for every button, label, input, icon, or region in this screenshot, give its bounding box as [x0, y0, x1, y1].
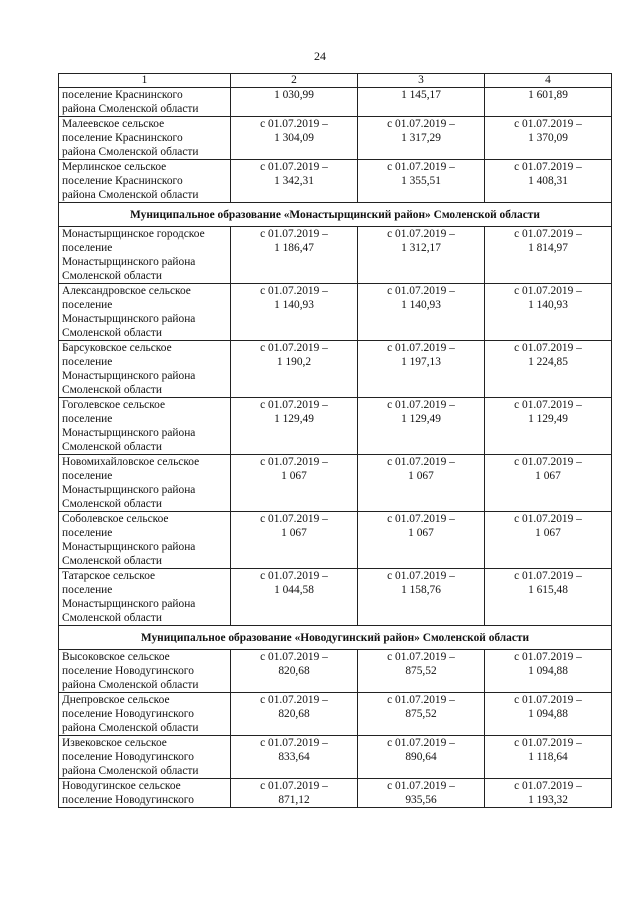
cell-line: 1 342,31 — [274, 175, 314, 187]
cell-line: Смоленской области — [62, 384, 162, 396]
cell-line: 1 615,48 — [528, 584, 568, 596]
cell-line: с 01.07.2019 – — [387, 161, 455, 173]
cell-line: Днепровское сельское — [62, 694, 170, 706]
value-cell-2 — [231, 398, 358, 455]
cell-line: с 01.07.2019 – — [514, 399, 582, 411]
value-cell-4 — [485, 341, 612, 398]
cell-line: Монастырщинского района — [62, 541, 196, 553]
cell-line: Гоголевское сельское — [62, 399, 166, 411]
cell-line: 1 312,17 — [401, 242, 441, 254]
value-cell-4 — [485, 512, 612, 569]
cell-line: поселение — [62, 527, 113, 539]
value-cell-3 — [358, 650, 485, 693]
value-cell-2 — [231, 455, 358, 512]
cell-line: Малеевское сельское — [62, 118, 165, 130]
cell-line: с 01.07.2019 – — [514, 285, 582, 297]
cell-line: 1 067 — [408, 527, 434, 539]
section-title: Муниципальное образование «Монастырщинский район» Смоленской области — [59, 203, 612, 227]
table-row — [59, 512, 612, 569]
cell-line: поселение Краснинского — [62, 89, 183, 101]
cell-line: Соболевское сельское — [62, 513, 169, 525]
cell-line: с 01.07.2019 – — [514, 118, 582, 130]
cell-line: Смоленской области — [62, 498, 162, 510]
settlement-name-cell — [59, 398, 231, 455]
cell-line: района Смоленской области — [62, 189, 199, 201]
cell-line: с 01.07.2019 – — [387, 513, 455, 525]
cell-line: Новомихайловское сельское — [62, 456, 200, 468]
column-header-4: 4 — [485, 74, 612, 88]
cell-line: 1 094,88 — [528, 708, 568, 720]
value-cell-4 — [485, 569, 612, 626]
table-row — [59, 398, 612, 455]
cell-line: 1 158,76 — [401, 584, 441, 596]
cell-line: поселение Новодугинского — [62, 794, 194, 806]
table-row — [59, 284, 612, 341]
cell-line: Смоленской области — [62, 555, 162, 567]
cell-line: 1 304,09 — [274, 132, 314, 144]
cell-line: поселение Новодугинского — [62, 751, 194, 763]
table-row — [59, 736, 612, 779]
cell-line: с 01.07.2019 – — [387, 570, 455, 582]
cell-line: 1 814,97 — [528, 242, 568, 254]
cell-line: Монастырщинского района — [62, 484, 196, 496]
cell-line: района Смоленской области — [62, 765, 199, 777]
cell-line: с 01.07.2019 – — [514, 737, 582, 749]
value-cell-3 — [358, 160, 485, 203]
cell-line: с 01.07.2019 – — [387, 228, 455, 240]
section-row — [59, 203, 612, 227]
value-cell-2 — [231, 512, 358, 569]
cell-line: 1 197,13 — [401, 356, 441, 368]
cell-line: поселение Новодугинского — [62, 665, 194, 677]
value-cell-3 — [358, 398, 485, 455]
cell-line: Смоленской области — [62, 441, 162, 453]
value-cell-4 — [485, 779, 612, 808]
value-cell-2 — [231, 227, 358, 284]
cell-line: Смоленской области — [62, 327, 162, 339]
cell-line: с 01.07.2019 – — [387, 651, 455, 663]
cell-line: 1 067 — [408, 470, 434, 482]
settlement-name-cell — [59, 160, 231, 203]
value-cell-3 — [358, 693, 485, 736]
table-row — [59, 650, 612, 693]
value-cell-2 — [231, 779, 358, 808]
settlement-name-cell — [59, 512, 231, 569]
cell-line: с 01.07.2019 – — [514, 161, 582, 173]
cell-line: с 01.07.2019 – — [260, 285, 328, 297]
cell-line: Мерлинское сельское — [62, 161, 167, 173]
cell-line: Александровское сельское — [62, 285, 191, 297]
value-cell-3 — [358, 341, 485, 398]
cell-line: 820,68 — [278, 665, 310, 677]
tariff-table — [58, 73, 612, 808]
cell-line: с 01.07.2019 – — [260, 118, 328, 130]
value-cell-3 — [358, 512, 485, 569]
cell-line: поселение — [62, 413, 113, 425]
value-cell-2 — [231, 736, 358, 779]
cell-line: 1 140,93 — [274, 299, 314, 311]
cell-line: с 01.07.2019 – — [514, 513, 582, 525]
value-cell-3 — [358, 569, 485, 626]
settlement-name-cell — [59, 779, 231, 808]
value-cell-2 — [231, 88, 358, 117]
cell-line: 820,68 — [278, 708, 310, 720]
cell-line: с 01.07.2019 – — [387, 456, 455, 468]
value-cell-4 — [485, 650, 612, 693]
cell-line: Монастырщинского района — [62, 313, 196, 325]
cell-line: поселение — [62, 356, 113, 368]
cell-line: с 01.07.2019 – — [514, 228, 582, 240]
cell-line: поселение Краснинского — [62, 132, 183, 144]
table-row — [59, 455, 612, 512]
cell-line: с 01.07.2019 – — [260, 694, 328, 706]
value-cell-2 — [231, 650, 358, 693]
column-header-1: 1 — [59, 74, 231, 88]
cell-line: с 01.07.2019 – — [387, 342, 455, 354]
cell-line: с 01.07.2019 – — [260, 513, 328, 525]
cell-line: поселение Краснинского — [62, 175, 183, 187]
cell-line: с 01.07.2019 – — [514, 456, 582, 468]
cell-line: с 01.07.2019 – — [387, 780, 455, 792]
settlement-name-cell — [59, 650, 231, 693]
value-cell-2 — [231, 341, 358, 398]
value-cell-4 — [485, 398, 612, 455]
value-cell-2 — [231, 117, 358, 160]
page-number: 24 — [314, 49, 326, 63]
cell-line: 871,12 — [278, 794, 310, 806]
cell-line: с 01.07.2019 – — [387, 694, 455, 706]
value-cell-3 — [358, 736, 485, 779]
cell-line: 1 601,89 — [528, 89, 568, 101]
cell-line: 1 145,17 — [401, 89, 441, 101]
cell-line: с 01.07.2019 – — [260, 342, 328, 354]
table-row — [59, 227, 612, 284]
cell-line: поселение — [62, 584, 113, 596]
cell-line: с 01.07.2019 – — [387, 118, 455, 130]
cell-line: района Смоленской области — [62, 146, 199, 158]
cell-line: поселение Новодугинского — [62, 708, 194, 720]
settlement-name-cell — [59, 88, 231, 117]
cell-line: с 01.07.2019 – — [260, 651, 328, 663]
settlement-name-cell — [59, 117, 231, 160]
table-row — [59, 160, 612, 203]
value-cell-4 — [485, 693, 612, 736]
cell-line: 1 044,58 — [274, 584, 314, 596]
cell-line: 1 129,49 — [401, 413, 441, 425]
cell-line: с 01.07.2019 – — [260, 228, 328, 240]
table-row — [59, 88, 612, 117]
cell-line: 1 140,93 — [401, 299, 441, 311]
value-cell-2 — [231, 284, 358, 341]
cell-line: с 01.07.2019 – — [260, 737, 328, 749]
cell-line: с 01.07.2019 – — [387, 399, 455, 411]
cell-line: района Смоленской области — [62, 103, 199, 115]
cell-line: 1 355,51 — [401, 175, 441, 187]
cell-line: 1 186,47 — [274, 242, 314, 254]
cell-line: с 01.07.2019 – — [514, 570, 582, 582]
cell-line: с 01.07.2019 – — [387, 737, 455, 749]
cell-line: 833,64 — [278, 751, 310, 763]
cell-line: с 01.07.2019 – — [260, 456, 328, 468]
value-cell-3 — [358, 88, 485, 117]
cell-line: Монастырщинского района — [62, 256, 196, 268]
cell-line: 1 140,93 — [528, 299, 568, 311]
cell-line: 1 370,09 — [528, 132, 568, 144]
cell-line: 1 129,49 — [274, 413, 314, 425]
table-body — [59, 88, 612, 808]
cell-line: Барсуковское сельское — [62, 342, 172, 354]
cell-line: с 01.07.2019 – — [514, 651, 582, 663]
cell-line: поселение — [62, 299, 113, 311]
cell-line: 1 030,99 — [274, 89, 314, 101]
table-row — [59, 693, 612, 736]
cell-line: 1 067 — [281, 470, 307, 482]
cell-line: 1 408,31 — [528, 175, 568, 187]
value-cell-3 — [358, 455, 485, 512]
cell-line: с 01.07.2019 – — [260, 161, 328, 173]
value-cell-4 — [485, 160, 612, 203]
cell-line: поселение — [62, 242, 113, 254]
settlement-name-cell — [59, 693, 231, 736]
column-header-3: 3 — [358, 74, 485, 88]
cell-line: 1 129,49 — [528, 413, 568, 425]
table-row — [59, 569, 612, 626]
cell-line: 875,52 — [405, 708, 437, 720]
cell-line: 890,64 — [405, 751, 437, 763]
value-cell-2 — [231, 160, 358, 203]
cell-line: 1 224,85 — [528, 356, 568, 368]
cell-line: с 01.07.2019 – — [260, 570, 328, 582]
cell-line: 1 067 — [535, 470, 561, 482]
value-cell-4 — [485, 88, 612, 117]
cell-line: Монастырщинское городское — [62, 228, 205, 240]
cell-line: района Смоленской области — [62, 722, 199, 734]
table-row — [59, 117, 612, 160]
settlement-name-cell — [59, 227, 231, 284]
cell-line: Монастырщинского района — [62, 370, 196, 382]
table-header-row — [59, 74, 612, 88]
cell-line: с 01.07.2019 – — [387, 285, 455, 297]
settlement-name-cell — [59, 341, 231, 398]
cell-line: Извековское сельское — [62, 737, 167, 749]
value-cell-2 — [231, 569, 358, 626]
cell-line: 1 118,64 — [528, 751, 568, 763]
cell-line: поселение — [62, 470, 113, 482]
settlement-name-cell — [59, 455, 231, 512]
settlement-name-cell — [59, 569, 231, 626]
value-cell-3 — [358, 284, 485, 341]
value-cell-3 — [358, 779, 485, 808]
value-cell-4 — [485, 736, 612, 779]
cell-line: с 01.07.2019 – — [514, 694, 582, 706]
cell-line: Новодугинское сельское — [62, 780, 181, 792]
value-cell-2 — [231, 693, 358, 736]
section-row — [59, 626, 612, 650]
cell-line: Смоленской области — [62, 270, 162, 282]
cell-line: Монастырщинского района — [62, 598, 196, 610]
value-cell-3 — [358, 117, 485, 160]
settlement-name-cell — [59, 736, 231, 779]
cell-line: с 01.07.2019 – — [260, 780, 328, 792]
table-row — [59, 779, 612, 808]
cell-line: 875,52 — [405, 665, 437, 677]
cell-line: 1 094,88 — [528, 665, 568, 677]
cell-line: 1 193,32 — [528, 794, 568, 806]
value-cell-3 — [358, 227, 485, 284]
cell-line: 1 317,29 — [401, 132, 441, 144]
cell-line: Татарское сельское — [62, 570, 156, 582]
cell-line: 1 190,2 — [276, 356, 312, 368]
table-row — [59, 341, 612, 398]
value-cell-4 — [485, 455, 612, 512]
cell-line: с 01.07.2019 – — [260, 399, 328, 411]
cell-line: Монастырщинского района — [62, 427, 196, 439]
value-cell-4 — [485, 117, 612, 160]
cell-line: с 01.07.2019 – — [514, 780, 582, 792]
cell-line: 1 067 — [535, 527, 561, 539]
value-cell-4 — [485, 284, 612, 341]
column-header-2: 2 — [231, 74, 358, 88]
cell-line: 1 067 — [281, 527, 307, 539]
cell-line: с 01.07.2019 – — [514, 342, 582, 354]
cell-line: Смоленской области — [62, 612, 162, 624]
cell-line: района Смоленской области — [62, 679, 199, 691]
section-title: Муниципальное образование «Новодугинский район» Смоленской области — [59, 626, 612, 650]
value-cell-4 — [485, 227, 612, 284]
settlement-name-cell — [59, 284, 231, 341]
cell-line: Высоковское сельское — [62, 651, 170, 663]
cell-line: 935,56 — [405, 794, 437, 806]
